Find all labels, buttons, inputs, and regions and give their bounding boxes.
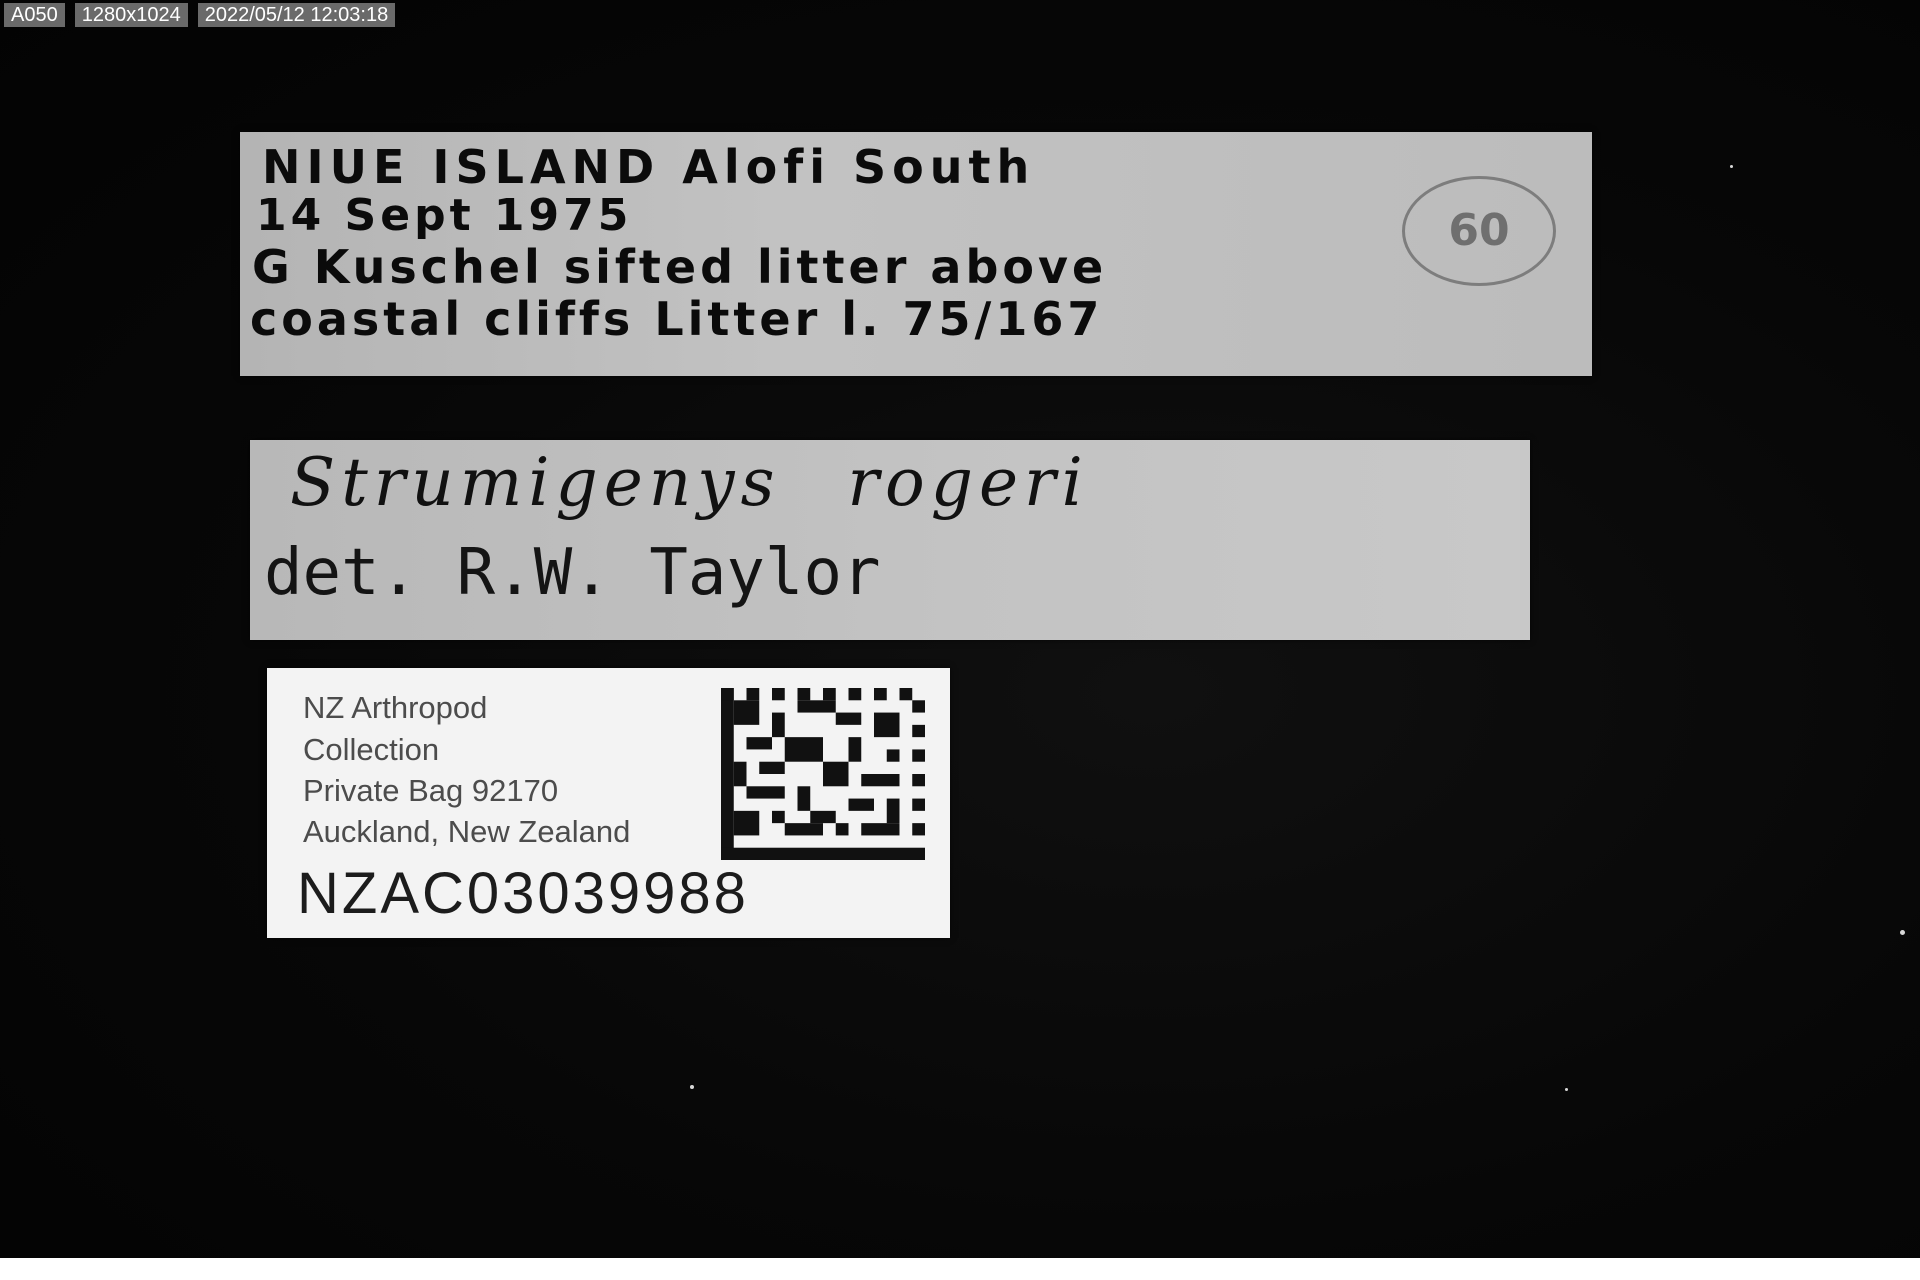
catalog-label (267, 668, 950, 938)
determination-label (250, 440, 1530, 640)
address-line: NZ Arthropod (303, 690, 488, 725)
locality-label (240, 132, 1592, 376)
camera-id-tag: A050 (4, 3, 65, 27)
dust-speck (1730, 165, 1733, 168)
dust-speck (1900, 930, 1905, 935)
locality-line: NIUE ISLAND Alofi South (262, 140, 1036, 194)
dust-speck (690, 1085, 694, 1089)
timestamp-tag: 2022/05/12 12:03:18 (198, 3, 396, 27)
dust-speck (1565, 1088, 1568, 1091)
determiner: det. R.W. Taylor (264, 536, 881, 610)
datamatrix-barcode-icon (721, 688, 925, 860)
habitat-sample-id: coastal cliffs Litter l. 75/167 (250, 292, 1104, 346)
collection-date: 14 Sept 1975 (256, 190, 633, 241)
circled-number: 60 (1402, 176, 1556, 286)
resolution-tag: 1280x1024 (75, 3, 188, 27)
address-line: Collection (303, 732, 440, 767)
species-name: Strumigenys rogeri (290, 444, 1089, 521)
collector-method: G Kuschel sifted litter above (252, 240, 1108, 294)
address-line: Private Bag 92170 (303, 773, 559, 808)
catalog-number: NZAC03039988 (297, 861, 749, 926)
address-line: Auckland, New Zealand (303, 814, 631, 849)
camera-overlay (4, 3, 395, 27)
